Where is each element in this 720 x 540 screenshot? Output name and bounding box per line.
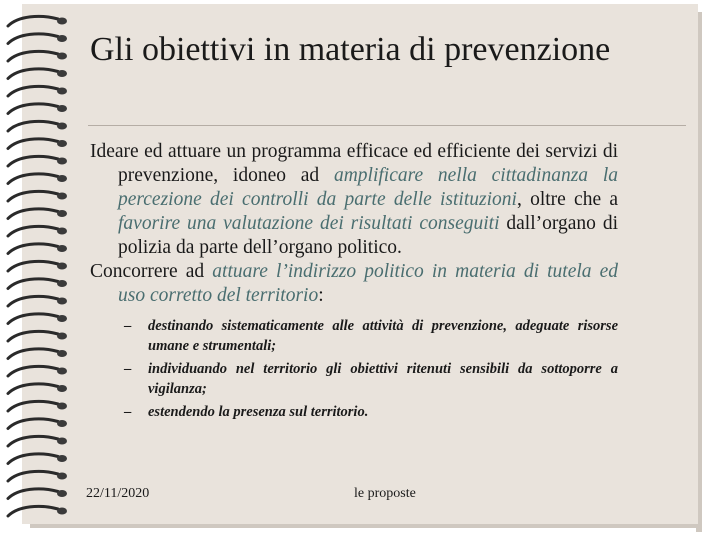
spiral-ring [8, 51, 58, 61]
paragraph-1-emphasis-b: favorire una valutazione dei risultati conseguiti [118, 213, 500, 234]
spiral-ring [8, 209, 58, 219]
binding-hole [57, 210, 67, 217]
spiral-ring [8, 139, 58, 149]
paragraph-1-emphasis-a: amplificare nella cittadinanza la percezione dei controlli da parte delle istituzioni [118, 165, 618, 210]
spiral-ring [8, 489, 58, 499]
spiral-ring [8, 349, 58, 359]
spiral-ring [8, 314, 58, 324]
sub-item-list [90, 316, 618, 422]
binding-hole [57, 420, 67, 427]
slide-title: Gli obiettivi in materia di prevenzione [90, 31, 611, 68]
paragraph-1-text-b: , oltre che a [516, 189, 619, 210]
spiral-ring [8, 454, 58, 464]
spiral-ring [8, 366, 58, 376]
binding-hole [57, 298, 67, 305]
spiral-ring [8, 121, 58, 131]
binding-hole [57, 175, 67, 182]
title-divider [88, 125, 686, 126]
spiral-ring [8, 156, 58, 166]
dash-bullet: – [124, 361, 132, 377]
spiral-ring [8, 34, 58, 44]
binding-hole [57, 105, 67, 112]
binding-hole [57, 350, 67, 357]
binding-hole [57, 403, 67, 410]
binding-hole [57, 193, 67, 200]
spiral-ring [8, 436, 58, 446]
binding-hole [57, 490, 67, 497]
binding-hole [57, 158, 67, 165]
binding-hole [57, 140, 67, 147]
list-item-text: individuando nel territorio gli obiettivi ritenuti sensibili da sottoporre a vigilanza; [148, 361, 618, 397]
spiral-ring [8, 419, 58, 429]
dash-bullet: – [124, 318, 132, 334]
binding-hole [57, 385, 67, 392]
spiral-ring [8, 506, 58, 516]
list-item [90, 316, 618, 356]
spiral-ring [8, 261, 58, 271]
list-item-text: estendendo la presenza sul territorio. [148, 404, 369, 420]
spiral-ring [8, 401, 58, 411]
paragraph-2-text-a: Concorrere ad [90, 261, 213, 282]
binding-hole [57, 263, 67, 270]
paragraph-objective-2 [90, 260, 618, 308]
list-item [90, 359, 618, 399]
spiral-ring [8, 226, 58, 236]
binding-hole [57, 508, 67, 515]
spiral-ring [8, 296, 58, 306]
dash-bullet: – [124, 404, 132, 420]
binding-hole [57, 18, 67, 25]
paragraph-2-emphasis: attuare l’indirizzo politico in materia di tutela ed uso corretto del territorio [118, 261, 619, 306]
spiral-ring [8, 244, 58, 254]
binding-hole [57, 70, 67, 77]
paragraph-1-text-a: Ideare ed attuare un programma efficace ed efficiente dei servizi di prevenzione, idoneo ad [90, 141, 618, 186]
paragraph-1-text-c: dall’organo di polizia da parte dell’organo politico. [118, 213, 618, 258]
binding-hole [57, 280, 67, 287]
binding-hole [57, 245, 67, 252]
binding-hole [57, 53, 67, 60]
footer-title: le proposte [354, 486, 416, 501]
spiral-ring [8, 279, 58, 289]
paragraph-2-text-b: : [318, 285, 324, 306]
spiral-ring [8, 86, 58, 96]
spiral-ring [8, 16, 58, 26]
binding-hole [57, 315, 67, 322]
spiral-ring [8, 471, 58, 481]
binding-hole [57, 438, 67, 445]
spiral-ring [8, 174, 58, 184]
spiral-ring [8, 331, 58, 341]
slide-body [90, 140, 618, 425]
binding-hole [57, 333, 67, 340]
binding-hole [57, 35, 67, 42]
binding-hole [57, 473, 67, 480]
spiral-ring [8, 191, 58, 201]
spiral-ring [8, 384, 58, 394]
paragraph-objective-1 [90, 140, 618, 260]
list-item-text: destinando sistematicamente alle attività di prevenzione, adeguate risorse umane e strumentali; [148, 318, 618, 354]
binding-hole [57, 455, 67, 462]
spiral-binding-icon [0, 0, 90, 540]
binding-hole [57, 368, 67, 375]
binding-hole [57, 123, 67, 130]
binding-hole [57, 88, 67, 95]
list-item [90, 402, 618, 422]
spiral-ring [8, 69, 58, 79]
footer-date: 22/11/2020 [86, 486, 150, 501]
spiral-ring [8, 104, 58, 114]
binding-hole [57, 228, 67, 235]
